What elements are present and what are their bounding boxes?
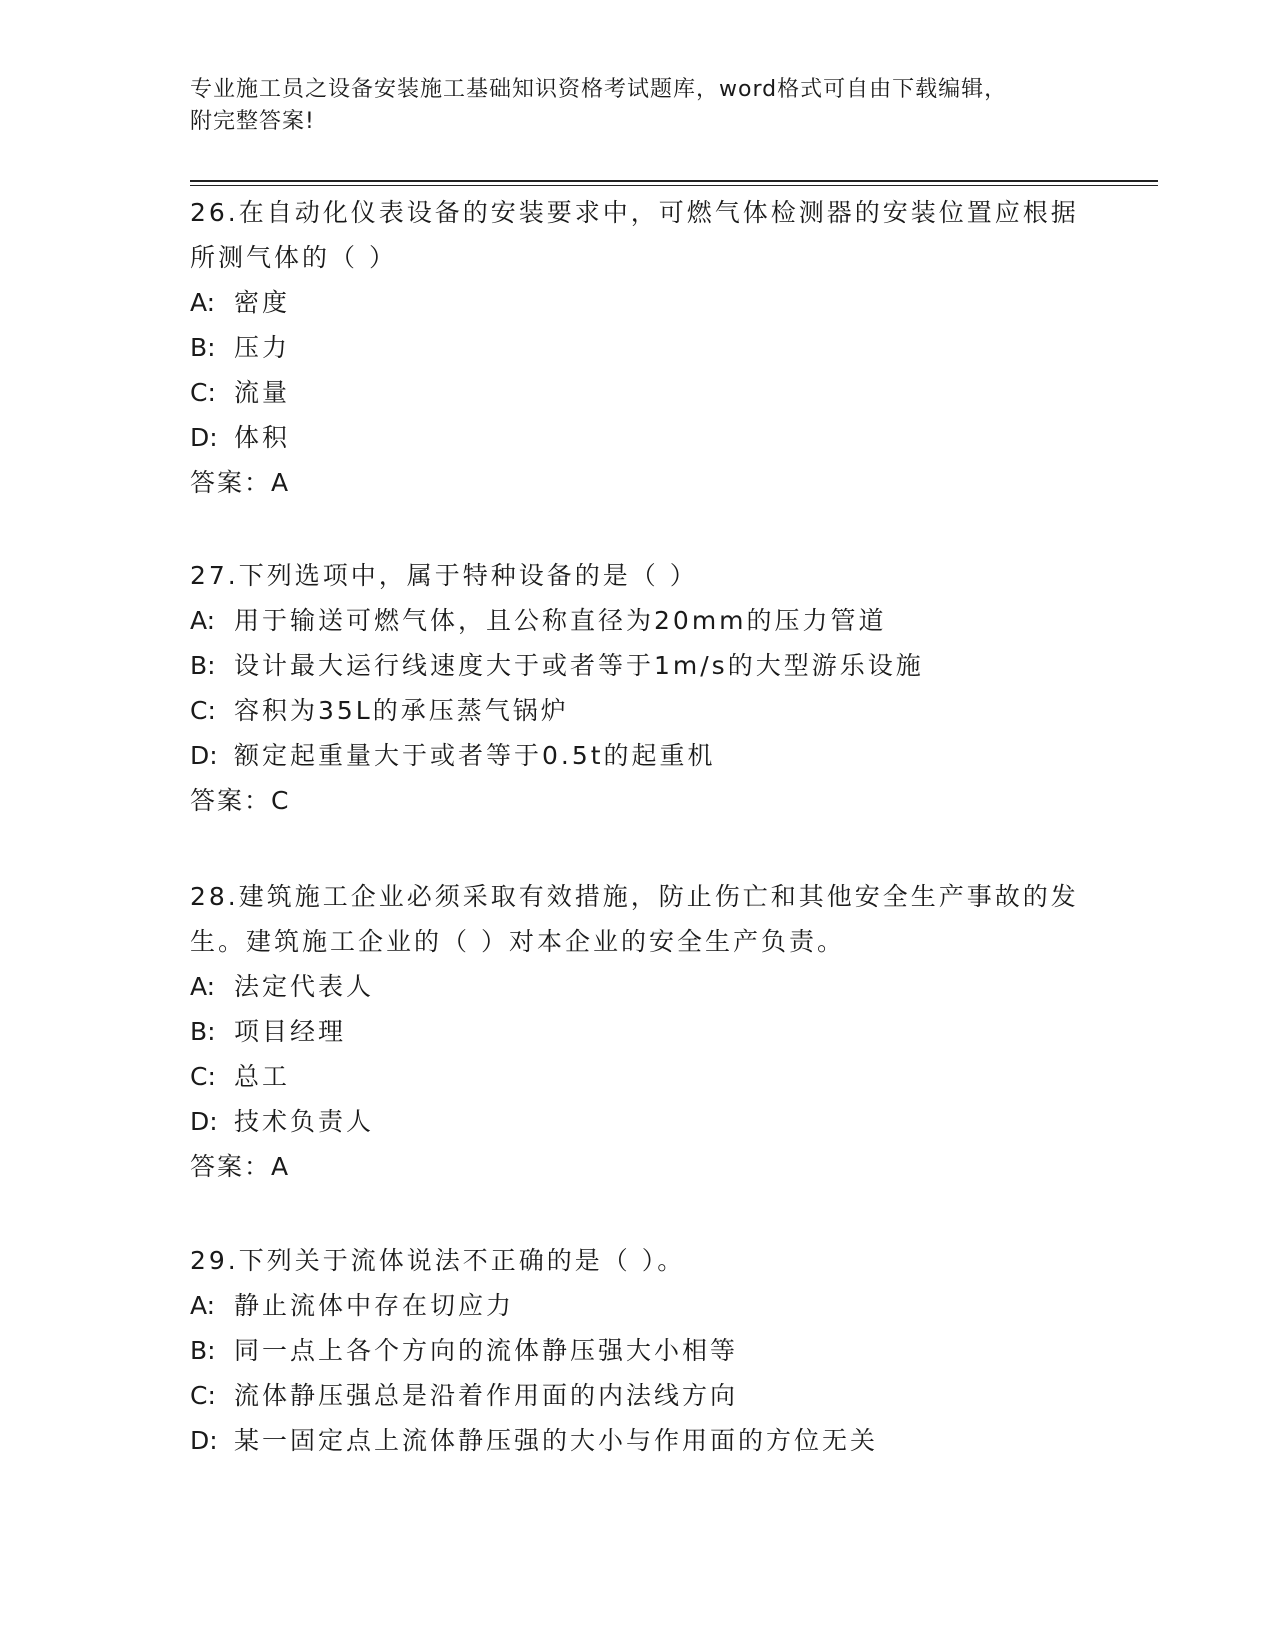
option-c	[190, 688, 1090, 733]
option-b	[190, 1009, 1090, 1054]
option-text: 某一固定点上流体静压强的大小与作用面的方位无关	[234, 1426, 879, 1455]
question-stem: 29.下列关于流体说法不正确的是（ ）。	[190, 1246, 686, 1275]
option-b	[190, 1328, 1090, 1373]
option-key: A:	[190, 972, 216, 1001]
option-key: B:	[190, 1336, 216, 1365]
option-d	[190, 1418, 1090, 1463]
option-text: 静止流体中存在切应力	[234, 1291, 515, 1320]
option-key: B:	[190, 333, 216, 362]
option-b	[190, 643, 1090, 688]
option-text: 用于输送可燃气体，且公称直径为20mm的压力管道	[234, 606, 887, 635]
question-stem: 28.建筑施工企业必须采取有效措施，防止伤亡和其他安全生产事故的发生。建筑施工企业的（ ）对本企业的安全生产负责。	[190, 882, 1079, 956]
option-key: C:	[190, 1062, 216, 1091]
option-text: 设计最大运行线速度大于或者等于1m/s的大型游乐设施	[234, 651, 924, 680]
option-key: D:	[190, 741, 218, 770]
question-26	[190, 190, 1090, 505]
option-text: 流量	[234, 378, 291, 407]
option-key: A:	[190, 288, 216, 317]
option-key: B:	[190, 1017, 216, 1046]
option-d	[190, 733, 1090, 778]
question-28	[190, 874, 1090, 1189]
header-divider-thick	[190, 180, 1158, 182]
answer-line: 答案：A	[190, 1152, 291, 1181]
option-key: C:	[190, 1381, 216, 1410]
option-text: 流体静压强总是沿着作用面的内法线方向	[234, 1381, 739, 1410]
answer-line: 答案：A	[190, 468, 291, 497]
option-a	[190, 1283, 1090, 1328]
option-key: A:	[190, 606, 216, 635]
option-a	[190, 280, 1090, 325]
option-d	[190, 1099, 1090, 1144]
question-stem: 26.在自动化仪表设备的安装要求中，可燃气体检测器的安装位置应根据所测气体的（ ）	[190, 198, 1079, 272]
option-text: 项目经理	[234, 1017, 347, 1046]
question-29	[190, 1238, 1090, 1463]
option-key: A:	[190, 1291, 216, 1320]
option-a	[190, 598, 1090, 643]
option-text: 技术负责人	[234, 1107, 375, 1136]
option-text: 法定代表人	[234, 972, 375, 1001]
option-key: C:	[190, 378, 216, 407]
option-text: 体积	[234, 423, 291, 452]
option-key: B:	[190, 651, 216, 680]
option-c	[190, 1054, 1090, 1099]
option-key: C:	[190, 696, 216, 725]
option-text: 同一点上各个方向的流体静压强大小相等	[234, 1336, 739, 1365]
option-key: D:	[190, 423, 218, 452]
option-text: 容积为35L的承压蒸气锅炉	[234, 696, 569, 725]
option-d	[190, 415, 1090, 460]
option-text: 总工	[234, 1062, 291, 1091]
option-c	[190, 370, 1090, 415]
header-line-1: 专业施工员之设备安装施工基础知识资格考试题库，word格式可自由下载编辑，	[190, 77, 1008, 102]
question-stem: 27.下列选项中，属于特种设备的是（ ）	[190, 561, 698, 590]
document-header	[190, 74, 1070, 138]
header-divider-thin	[190, 185, 1158, 186]
option-a	[190, 964, 1090, 1009]
option-key: D:	[190, 1426, 218, 1455]
header-line-2: 附完整答案!	[190, 109, 315, 134]
option-text: 压力	[234, 333, 291, 362]
option-key: D:	[190, 1107, 218, 1136]
option-text: 密度	[234, 288, 291, 317]
option-c	[190, 1373, 1090, 1418]
option-text: 额定起重量大于或者等于0.5t的起重机	[234, 741, 716, 770]
question-27	[190, 553, 1090, 823]
option-b	[190, 325, 1090, 370]
answer-line: 答案：C	[190, 786, 291, 815]
